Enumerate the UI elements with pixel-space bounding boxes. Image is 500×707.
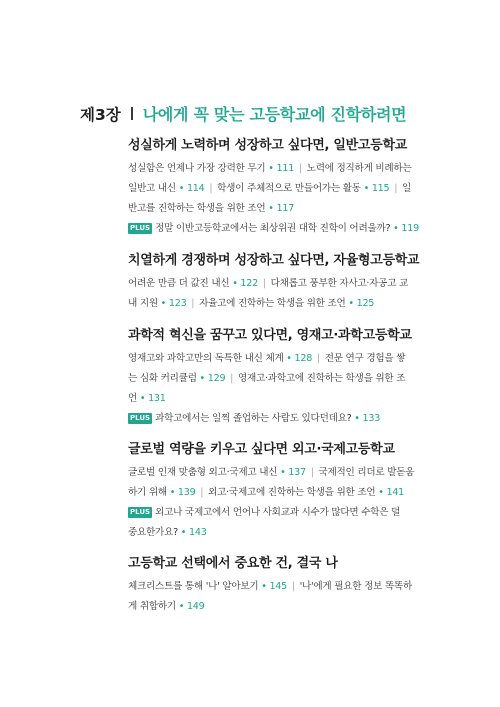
chapter-number: 제3장 (80, 105, 121, 124)
toc-line (128, 349, 418, 369)
bullet-dot: • (169, 487, 176, 498)
entry-separator: | (262, 278, 266, 289)
page-number: 119 (401, 223, 419, 234)
page-number: 128 (294, 353, 313, 364)
bullet-dot: • (178, 601, 185, 612)
plus-badge: PLUS (130, 508, 151, 516)
section-title: 고등학교 선택에서 중요한 건, 결국 나 (128, 556, 338, 571)
entry-text: 일반고 내신 (128, 183, 176, 194)
plus-text: 외고나 국제고에서 언어나 사회교과 시수가 많다면 수학은 덜 (155, 507, 401, 518)
bullet-dot: • (393, 223, 399, 234)
bullet-dot: • (268, 203, 274, 214)
page-number: 149 (186, 601, 205, 612)
entry-text: 언 (128, 393, 138, 404)
entry-text: 노력에 정직하게 비례하는 (306, 163, 412, 174)
entry-text: 어려운 만큼 더 값진 내신 (128, 278, 230, 289)
plus-line (128, 409, 418, 429)
bullet-dot: • (160, 298, 167, 309)
entry-text: 글로벌 인재 맞춤형 외고·국제고 내신 (128, 467, 278, 478)
page-number: 137 (288, 467, 306, 478)
plus-text: 정말 이반고등학교에서는 최상위권 대학 진학이 어려울까? (155, 223, 391, 234)
bullet-dot: • (268, 163, 274, 174)
entry-text: 는 심화 커리큘럼 (128, 373, 197, 384)
plus-line (128, 219, 418, 239)
entry-text: 반고를 진학하는 학생을 위한 조언 (128, 203, 266, 214)
page-number: 145 (269, 581, 288, 592)
toc-line (128, 199, 418, 219)
toc-line (128, 389, 418, 409)
entry-text: 게 취합하기 (128, 601, 176, 612)
chapter-heading (80, 102, 406, 125)
bullet-dot: • (378, 487, 384, 498)
toc-section (128, 552, 418, 617)
toc-line (128, 179, 418, 199)
page-number: 131 (148, 393, 166, 404)
page-number: 122 (240, 278, 258, 289)
entry-text: '나'에게 필요한 정보 똑똑하 (299, 581, 412, 592)
bullet-dot: • (139, 393, 146, 404)
page-number: 125 (356, 298, 375, 309)
chapter-title: 나에게 꼭 맞는 고등학교에 진학하려면 (142, 105, 407, 124)
section-title: 과학적 혁신을 꿈꾸고 있다면, 영재고·과학고등학교 (128, 328, 412, 343)
plus-text: 과학고에서는 일찍 졸업하는 사람도 있다던데요? (155, 413, 352, 424)
page-number: 129 (207, 373, 226, 384)
entry-separator: | (200, 487, 204, 498)
toc-line (128, 274, 418, 294)
page-number: 139 (177, 487, 196, 498)
bullet-dot: • (261, 581, 267, 592)
entry-text: 영재고와 과학고만의 독특한 내신 체계 (128, 353, 284, 364)
entry-text: 일 (402, 183, 412, 194)
toc-line (128, 159, 418, 179)
entry-separator: | (209, 183, 213, 194)
entry-separator: | (191, 298, 195, 309)
page-number: 133 (362, 413, 381, 424)
plus-text: 중요한가요? (128, 527, 178, 538)
entry-text: 성실함은 언제나 가장 강력한 무기 (128, 163, 266, 174)
toc-section (128, 249, 418, 314)
entry-separator: | (394, 183, 398, 194)
plus-line (128, 523, 418, 543)
bullet-dot: • (199, 373, 205, 384)
plus-badge: PLUS (130, 414, 151, 422)
bullet-dot: • (348, 298, 354, 309)
bullet-dot: • (280, 467, 286, 478)
page-number: 111 (276, 163, 295, 174)
entry-separator: | (230, 373, 234, 384)
bullet-dot: • (180, 527, 187, 538)
bullet-dot: • (286, 353, 292, 364)
toc-line (128, 294, 418, 314)
entry-separator: | (298, 163, 302, 174)
section-title: 치열하게 경쟁하며 성장하고 싶다면, 자율형고등학교 (128, 253, 420, 268)
page-number: 141 (386, 487, 404, 498)
entry-text: 다채롭고 풍부한 자사고·자공고 교 (270, 278, 409, 289)
page-number: 123 (168, 298, 187, 309)
entry-text: 내 지원 (128, 298, 158, 309)
page-number: 114 (186, 183, 205, 194)
toc-line (128, 597, 418, 617)
page-number: 115 (371, 183, 390, 194)
page-number: 143 (188, 527, 207, 538)
entry-separator: | (310, 467, 314, 478)
toc-section (128, 438, 418, 543)
toc-line (128, 483, 418, 503)
toc-line (128, 577, 418, 597)
section-title: 성실하게 노력하며 성장하고 싶다면, 일반고등학교 (128, 138, 407, 153)
bullet-dot: • (354, 413, 360, 424)
entry-separator: | (291, 581, 295, 592)
toc-line (128, 463, 418, 483)
entry-separator: | (316, 353, 320, 364)
entry-text: 영재고·과학고에 진학하는 학생을 위한 조 (237, 373, 406, 384)
chapter-separator (131, 107, 133, 120)
section-title: 글로벌 역량을 키우고 싶다면 외고·국제고등학교 (128, 442, 395, 457)
entry-text: 외고·국제고에 진학하는 학생을 위한 조언 (208, 487, 376, 498)
entry-text: 체크리스트를 통해 '나' 알아보기 (128, 581, 259, 592)
bullet-dot: • (178, 183, 185, 194)
entry-text: 국제적인 리더로 발돋움 (318, 467, 415, 478)
bullet-dot: • (232, 278, 238, 289)
toc-line (128, 369, 418, 389)
page-number: 117 (276, 203, 295, 214)
toc-section (128, 134, 418, 239)
bullet-dot: • (363, 183, 370, 194)
entry-text: 자율고에 진학하는 학생을 위한 조언 (199, 298, 346, 309)
toc-section (128, 324, 418, 429)
entry-text: 하기 위해 (128, 487, 167, 498)
plus-badge: PLUS (130, 224, 151, 232)
plus-line (128, 503, 418, 523)
entry-text: 학생이 주체적으로 만들어가는 활동 (217, 183, 361, 194)
entry-text: 전문 연구 경험을 쌓 (324, 353, 406, 364)
